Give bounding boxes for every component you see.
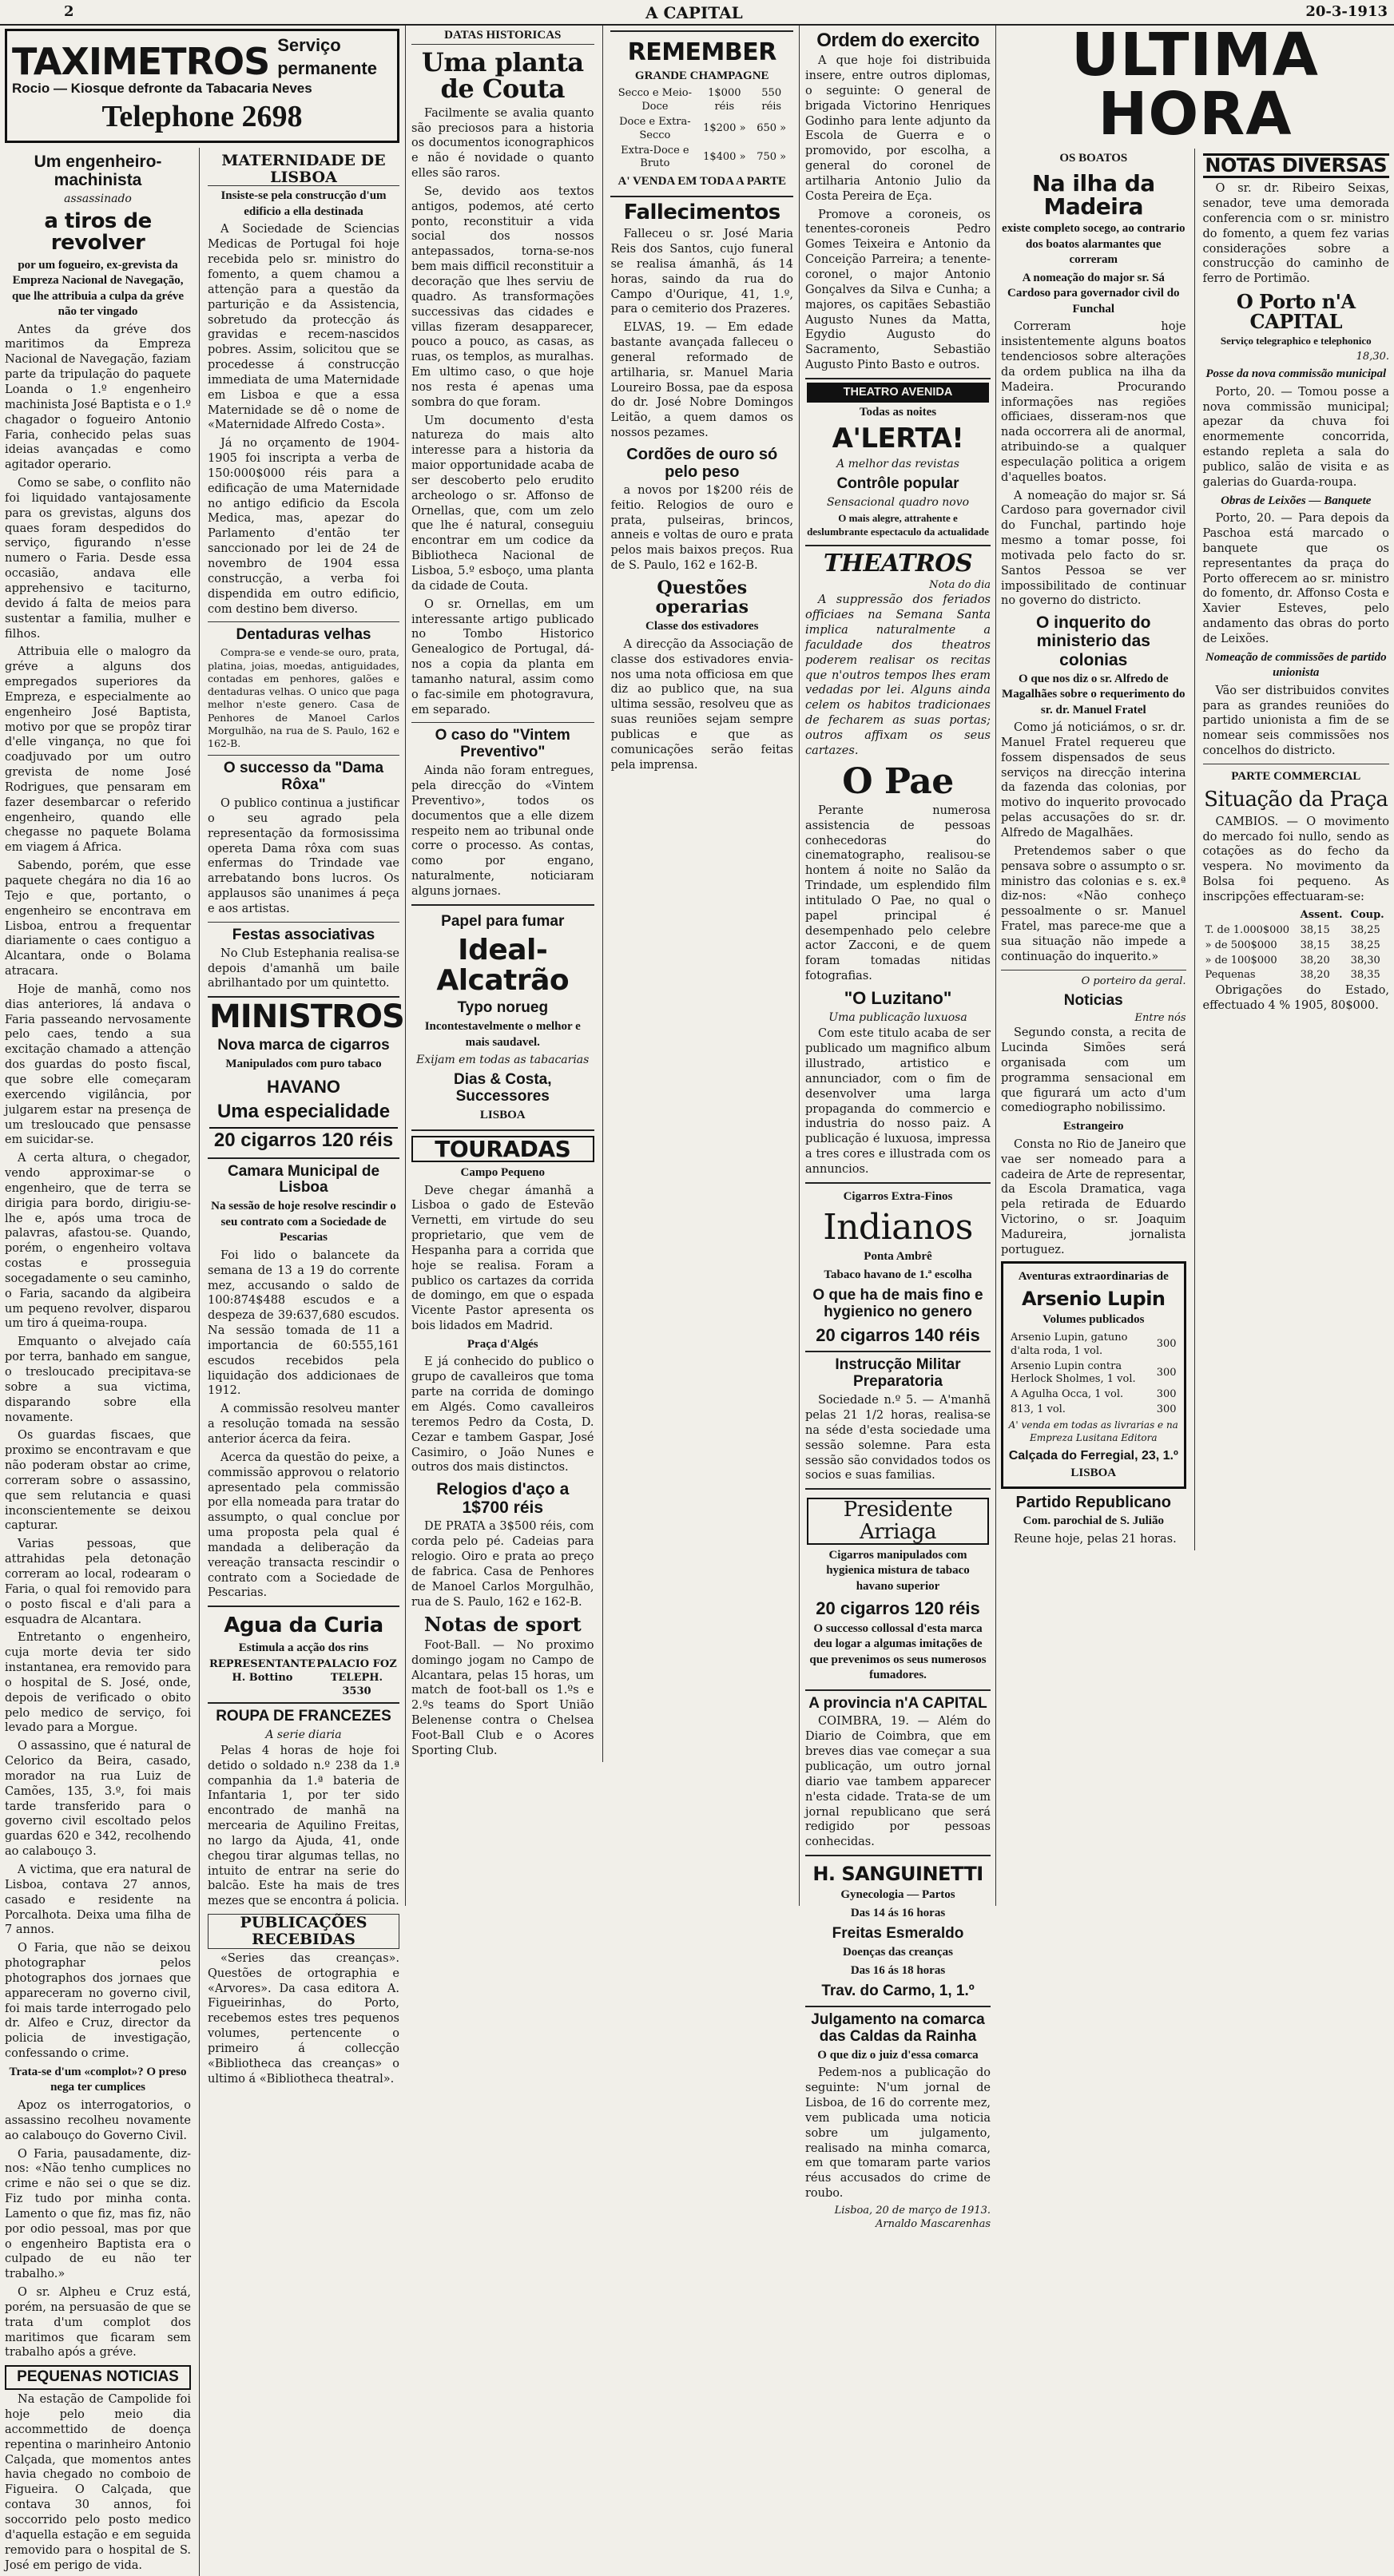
table-cell: 38,15 <box>1300 939 1330 951</box>
inquerito-sub: O que nos diz o sr. Alfredo de Magalhães sobre o requerimento do sr. dr. Manuel Fratel <box>1002 672 1185 716</box>
col2-right <box>610 26 793 1762</box>
col1-right <box>208 148 404 2576</box>
sang-title: H. SANGUINETTI <box>812 1863 983 1886</box>
ministros-ad <box>208 996 404 1158</box>
table-cell: 38,25 <box>1350 939 1380 951</box>
paragraph: Pretendemos saber o que pensava sobre o assumpto o sr. ministro das colonias e s. ex.ª diz-nos: «Não conheço pessoalmente o sr. Manuel Fratel, mas parece-me que a sua situação não impede a continuação do inquerito.» <box>1001 844 1186 963</box>
papel-ad <box>411 904 594 1131</box>
julgamento-title: Julgamento na comarca das Caldas da Rainha <box>811 2011 985 2045</box>
column-2 <box>411 26 793 1906</box>
col4-left <box>1001 149 1186 1550</box>
taximetros-title: TAXIMETROS <box>12 40 270 84</box>
subheading: Trata-se d'um «complot»? O preso nega ter cumplices <box>9 2065 187 2094</box>
paragraph: Porto, 20. — Para depois da Paschoa está marcado o banquete que os representantes da praça do Porto offerecem ao sr. ministro do fomento, dr. Affonso Costa e Xavier Esteves, pelo andamento das obras do porto de Leixões. <box>1202 512 1389 645</box>
article-subtitle: assassinado <box>64 192 132 205</box>
paragraph: Sociedade n.º 5. — A'manhã pelas 21 1/2 horas, realisa-se na séde d'esta sociedade uma sessão solemne. Para esta sessão são convidados todos os socios e suas familias. <box>805 1394 991 1482</box>
paragraph: CAMBIOS. — O movimento do mercado foi nullo, sendo as cotações as do fecho da vespera. No movimento da Bolsa foi pequeno. As inscripções effectuaram-se: <box>1202 815 1389 903</box>
price-name: Secco e Meio-Doce <box>618 87 693 113</box>
table-row <box>1008 1331 1179 1359</box>
volume-title: Arsenio Lupin, gatuno d'alta roda, 1 vol. <box>1011 1331 1128 1357</box>
roupa-sub: A serie diaria <box>265 1728 342 1741</box>
teatro-alerta: A'LERTA! <box>832 423 964 455</box>
col1-left <box>5 148 191 2576</box>
paragraph: Segundo consta, a recita de Lucinda Simões será organisada com um programma sensacional em que figurará um acto d'um comediographo nobilissimo. <box>1001 1026 1186 1115</box>
paragraph: Entretanto o engenheiro, cuja morte devia ter sido instantanea, era removido para o hospital de S. José, onde, depois de verificado o obito pelo medico de serviço, foi levado para a Morgue. <box>5 1631 192 1735</box>
curia-addr: PALACIO FOZ TELEPH. 3530 <box>316 1658 397 1697</box>
curia-ad <box>208 1606 399 1703</box>
table-cell: 38,25 <box>1350 923 1380 936</box>
especialidade: Uma especialidade <box>216 1100 391 1122</box>
indianos-title: Indianos <box>823 1207 973 1248</box>
paragraph: Com este titulo acaba de ser publicado um magnifico album illustrado, artistico e annunciador, com o fim de desenvolver uma larga propaganda do commercio e industria do nosso paiz. A publicação é luxuosa, impressa a tres cores e illustrada com os annuncios. <box>805 1027 991 1176</box>
nomeacao2-title: Nomeação de commissões de partido unionista <box>1205 650 1387 680</box>
papel-title: Papel para fumar <box>441 912 565 930</box>
paragraph: Se, devido aos textos antigos, podemos, até certo ponto, reconstituir a vida social dos nossos antepassados, torna-se-nos bem mais difficil reconstituir a decoração que lhes serviu de quadro. As transformações successivas das cidades e villas fizeram desapparecer, pouco a pouco, as casas, as ruas, os templos, as muralhas. Em ultimo caso, o que hoje nos resta é apenas uma sombra do que foram. <box>411 185 594 409</box>
melhor: O que ha de mais fino e hygienico no genero <box>812 1287 983 1321</box>
instrucao-title: Instrucção Militar Preparatoria <box>835 1356 961 1391</box>
questoes-sub: Classe dos estivadores <box>645 620 759 633</box>
paragraph: Antes da gréve dos maritimos da Empreza Nacional de Navegação, faziam parte da tripulação do paquete Loanda o 1.º engenheiro machinista José Baptista e o 1.º chagador o fogueiro Antonio Faria, conhecido pelas suas ideias avançadas e como agitador operario. <box>5 323 192 472</box>
inquerito-title: O inquerito do ministerio das colonias <box>1036 613 1151 669</box>
volume-price: 300 <box>1156 1366 1177 1379</box>
madeira-title: Na ilha da Madeira <box>1031 169 1155 220</box>
dentaduras-title: Dentaduras velhas <box>236 626 371 644</box>
table-row <box>1203 954 1389 969</box>
paragraph: «Series das creanças». Questões de ortographia e «Arvores». Da casa editora A. Figueirinhas, do Porto, recebemos estes tres pequenos volumes, pertencente o primeiro á collecção «Bibliotheca das creanças» o ultimo á «Bibliotheca theatral». <box>208 1951 399 2086</box>
table-row <box>1008 1403 1179 1418</box>
sanguinetti-ad <box>805 1855 991 2007</box>
cambios-table <box>1203 908 1389 983</box>
table-row <box>1008 1387 1179 1403</box>
freitas-title: Freitas Esmeraldo <box>832 1925 964 1943</box>
posse-title: Posse da nova commissão municipal <box>1205 367 1387 381</box>
paragraph: O sr. dr. Ribeiro Seixas, senador, teve uma demorada conferencia com o sr. ministro do fomento, a quem fez varias considerações sobre a construcção do caminho de ferro de Portimão. <box>1202 182 1389 286</box>
camara-sub: Na sessão de hoje resolve rescindir o seu contrato com a Sociedade de Pescarias <box>211 1200 396 1244</box>
table-cell: 38,30 <box>1350 954 1380 966</box>
paragraph: Os guardas fiscaes, que proximo se encontravam e que não poderam obstar ao crime, correram sobre o assassino, que sem relutancia e quasi inconscientemente se deixou capturar. <box>5 1429 192 1533</box>
champagne-prices <box>612 86 792 172</box>
cig-title: Cigarros Extra-Finos <box>843 1189 953 1203</box>
paragraph: A nomeação do major sr. Sá Cardoso para governador civil do Funchal, partindo hoje mesmo a tomar posse, foi motivada pelo facto do sr. Santos Pessoa se ver impossibilitado de continuar no governo do districto. <box>1001 489 1186 608</box>
issue-date: 20-3-1913 <box>1305 3 1388 20</box>
pequenas-noticias-heading: PEQUENAS NOTICIAS <box>5 2365 191 2390</box>
camara-title: Camara Municipal de Lisboa <box>227 1162 380 1197</box>
volume-price: 300 <box>1156 1338 1177 1351</box>
cordoes-title: Cordões de ouro só pelo peso <box>626 445 778 481</box>
paragraph: O assassino, que é natural de Celorico da Beira, casado, morador na rua Luiz de Camões, 135, 3.º, foi mais tarde transferido para o governo civil escoltado pelos guardas 620 e 342, recolhendo ao calabouço 3. <box>5 1740 192 1859</box>
column-header <box>1203 908 1298 923</box>
table-row <box>612 86 792 115</box>
datas-heading: DATAS HISTORICAS <box>411 28 594 45</box>
sang-hours: Das 14 ás 16 horas <box>850 1906 946 1919</box>
situacao-title: Situação da Praça <box>1204 788 1388 812</box>
vintem-title: O caso do "Vintem Preventivo" <box>435 727 570 761</box>
paragraph: Acerca da questão do peixe, a commissão approvou o relatorio apresentado pela commissão por ella nomeada para tratar do assumpto, o qual conclue por uma proposta pela qual é mandada a deliberação da vereação transacta rescindir o contrato com a Sociedade de Pescarias. <box>208 1451 399 1600</box>
volume-price: 300 <box>1156 1388 1177 1401</box>
champagne: GRANDE CHAMPAGNE <box>634 69 769 82</box>
festas-text: No Club Estephania realisa-se depois d'amanhã um baile abrilhantado por um quintetto. <box>208 947 399 990</box>
porteiro: O porteiro da geral. <box>1081 974 1186 987</box>
volume-price: 300 <box>1156 1403 1177 1416</box>
luzitano-sub: Uma publicação luxuosa <box>828 1011 967 1025</box>
ponta: Ponta Ambrê <box>864 1250 932 1264</box>
planta-title: Uma planta de Couta <box>421 46 584 105</box>
noticias-title: Noticias <box>1063 992 1123 1010</box>
table-cell: 38,20 <box>1300 954 1330 966</box>
paragraph: A suppressão dos feriados officiaes na Semana Santa implica naturalmente a faculdade dos theatros poderem realisar os recitas que n'outros tempos lhes eram vedadas por lei. Alguns ainda celem os habitos tradicionaes de fecharem as suas portas; outros affixam os seus cartazes. <box>805 593 991 757</box>
notas-title: NOTAS DIVERSAS <box>1203 153 1389 178</box>
taximetros-service: Serviço permanente <box>277 35 377 78</box>
ministros-price: 20 cigarros 120 réis <box>209 1127 398 1151</box>
price-name: Extra-Doce e Bruto <box>621 144 689 170</box>
column-1 <box>5 26 404 2572</box>
paragraph: Attribuia elle o malogro da gréve a alguns dos empregados superiores da Empreza, e especialmente ao engenheiro José Baptista, motivo por que se propôz tirar d'elle vingança, no que foi coadjuvado por um outro grevista de nome José Rodrigues, que pensaram em fazer desembarcar o referido engenheiro, quando elle chegasse no paquete Bolama em viagem á Africa. <box>5 645 192 855</box>
remember-ad <box>610 30 793 197</box>
paragraph: ELVAS, 19. — Em edade bastante avançada falleceu o general reformado de artilharia, sr. Manuel Maria Loureiro Bossa, pae da esposa do dr. José Nobre Domingos Leitão, a quem damos os nossos pezames. <box>610 321 793 440</box>
curia-sub: Estimula a acção dos rins <box>238 1641 369 1654</box>
lupin-ad <box>1001 1261 1186 1490</box>
paragraph: A victima, que era natural de Lisboa, contava 27 annos, casado e residente na Porcalhota. Deixa uma filha de 7 annos. <box>5 1864 192 1937</box>
column-4 <box>1001 21 1389 1906</box>
paragraph: Um documento d'esta natureza do mais alto interesse para a historia da maior opportunidade acaba de ser descoberto pelo erudito archeologo o sr. Affonso de Ornellas, que, com um zelo que lhe é natural, conseguiu encontrar em um codice da Bibliotheca Nacional de Lisboa, 5.º esboço, uma planta da cidade de Couta. <box>411 414 594 593</box>
table-row <box>612 144 792 173</box>
paragraph: Promove a coroneis, os tenentes-coroneis Pedro Gomes Teixeira e Antonio da Conceição Parreira; a tenente-coronel, o major Antonio Gonçalves da Silva e Cunha; a majores, os capitães Sebastião Augusto Nunes da Matta, Egydio Augusto do Sacramento, Sebastião Augusto Pinto Basto e outros. <box>805 208 991 372</box>
ministros-title: MINISTROS <box>209 998 404 1036</box>
fallecimentos-title: Fallecimentos <box>623 200 780 224</box>
ultima-hora-title: ULTIMA HORA <box>1071 21 1319 149</box>
dentaduras-text: Compra-se e vende-se ouro, prata, platina, joias, moedas, antiguidades, contadas em penhores, galões e dentaduras velhas. O unico que paga melhor n'este genero. Casa de Penhores de Manoel Carlos Morgulhão, na rua de S. Paulo, 162 e 162-B. <box>208 646 399 750</box>
table-cell: T. de 1.000$000 <box>1205 923 1289 936</box>
incont: Incontestavelmente o melhor e mais saudavel. <box>424 1020 581 1049</box>
julgamento-sub: O que diz o juiz d'essa comarca <box>817 2048 979 2062</box>
partido-title: Partido Republicano <box>1015 1494 1171 1512</box>
paragraph: Pedem-nos a publicação do seguinte: N'um jornal de Lisboa, de 16 do corrente mez, vem publicada uma noticia sobre um julgamento, realisado na minha comarca, em que tomaram parte varios réus accusados do crime de roubo. <box>805 2066 991 2201</box>
taximetros-phone: Telephone 2698 <box>101 100 303 134</box>
teatro-noites: Todas as noites <box>859 405 937 419</box>
ideal-title: Ideal-Alcatrão <box>436 933 570 997</box>
column-3 <box>805 26 991 2230</box>
paragraph: E já conhecido do publico o grupo de cavalleiros que toma parte na corrida de domingo em Algés. Como cavalleiros teremos Pedro da Costa, D. Cezar e tambem Gaspar, José Casimiro, o João Nunes e outros dos mais distinctos. <box>411 1355 594 1475</box>
column-header: Coup. <box>1350 908 1384 921</box>
table-cell: Pequenas <box>1205 969 1256 982</box>
maternidade-lead: Insiste-se pela construcção d'um edificio a ella destinada <box>220 189 387 218</box>
paragraph: Porto, 20. — Tomou posse a nova commissão municipal; apezar da chuva foi enormemente concorrida, estando repleta a sala do publico, salão de visita e as galerias do Guarda-roupa. <box>1202 385 1389 489</box>
entre-nos: Entre nós <box>1134 1012 1186 1025</box>
paragraph: Deve chegar ámanhã a Lisboa o gado de Estevão Vernetti, em virtude do seu proprietario, que vem de Hespanha para a corrida que hoje se realisa. Foram a publico os cartazes da corrida de domingo, em que o espada Vicente Pastor apresenta os bois lidados em Madrid. <box>411 1184 594 1333</box>
volume-title: 813, 1 vol. <box>1011 1403 1066 1416</box>
paragraph: A direcção da Associação de classe dos estivadores envia-nos uma nota officiosa em que diz ao publico que, na sua ultima sessão, resolveu que as suas reuniões sejam sempre publicas e que as comunicações serão feitas pela imprensa. <box>610 637 793 772</box>
paragraph: O sr. Ornellas, em um interessante artigo publicado no Tombo Historico Genealogico de Portugal, dá-nos a copia da planta em tamanho natural, assim como o fac-simile em photogravura, em separado. <box>411 597 594 716</box>
table-cell: » de 500$000 <box>1205 939 1277 951</box>
taximetros-ad <box>5 29 399 143</box>
comercial-heading: PARTE COMMERCIAL <box>1231 769 1361 783</box>
dama-title: O successo da "Dama Rôxa" <box>223 760 384 794</box>
article-title-2: a tiros de revolver <box>44 209 152 256</box>
paragraph: Na estação de Campolide foi hoje pelo meio dia accommettido de doença repentina o marinheiro Antonio Calçada, que momentos antes havia chegado no comboio de Figueira. O Calçada, que contava 30 annos, foi soccorrido pelo posto medico d'aquella estação e em seguida removido para o hospital de S. José em perigo de vida. <box>5 2393 192 2572</box>
paragraph: Consta no Rio de Janeiro que vae ser nomeado para a cadeira de Arte de representar, da Escola Dramatica, vaga pela retirada de Eduardo Victorino, o sr. Joaquim Madureira, jornalista portuguez. <box>1001 1137 1186 1256</box>
paragraph: Apoz os interrogatorios, o assassino recolheu novamente ao calabouço do Governo Civil. <box>5 2098 192 2142</box>
table-row <box>1203 923 1389 939</box>
paragraph: Pelas 4 horas de hoje foi detido o soldado n.º 238 da 1.ª companhia da 1.ª bateria de Infantaria 1, por ter sido encontrado de manhã na mercearia de Aquilino Freitas, no largo da Ajuda, 41, onde chegou tirar algumas tellas, no intuito de entrar na serie do balcão. Este ha mais de tres mezes que se encontra á policia. <box>208 1744 399 1908</box>
festas-title: Festas associativas <box>232 926 375 943</box>
price-garrafa: 1$200 » <box>703 122 746 135</box>
newspaper-title: A CAPITAL <box>645 3 743 22</box>
paragraph: Ainda não foram entregues, pela direcção do «Vintem Preventivo», todos os documentos que a elle dizem respeito nem ao tribunal onde corre o processo. As contas, como por engano, naturalmente, noticiaram alguns jornaes. <box>411 764 594 898</box>
article-lead: por um fogueiro, ex-grevista da Empreza Nacional de Navegação, que lhe attribuia a culpa da gréve não ter vingado <box>12 258 185 319</box>
touradas-title: TOURADAS <box>411 1136 594 1162</box>
paragraph: Perante numerosa assistencia de pessoas conhecedoras do cinematographo, realisou-se hontem á noite no Salão da Trindade, um esplendido film intitulado O Pae, no qual o papel principal é desempenhado pelo celebre actor Zacconi, e de quem foram tomadas nitidas fotografias. <box>805 804 991 983</box>
lupin-intro: Aventuras extraordinarias de <box>1018 1269 1169 1283</box>
table-row <box>612 115 792 144</box>
price-meia: 650 » <box>757 122 787 135</box>
arriaga-title: Presidente Arriaga <box>807 1498 989 1545</box>
sang-sub: Gynecologia — Partos <box>840 1888 955 1902</box>
article-title: Um engenheiro-machinista <box>34 152 162 189</box>
lupin-addr: Calçada do Ferregial, 23, 1.º <box>1008 1449 1178 1463</box>
remember-title: REMEMBER <box>627 38 776 66</box>
venda: A' VENDA EM TODA A PARTE <box>618 175 786 189</box>
boatos: OS BOATOS <box>1059 152 1128 165</box>
volume-title: A Agulha Occa, 1 vol. <box>1011 1388 1124 1401</box>
paragraph: Como já noticiámos, o sr. dr. Manuel Fratel requereu que fossem dispensados de seus serviços na direcção interina da fazenda das colonias, por motivo do inquerito provocado pelas accusações do sr. dr. Alfredo de Magalhães. <box>1001 721 1186 839</box>
lupin-sub: Volumes publicados <box>1043 1313 1145 1327</box>
teatro-sens: Sensacional quadro novo <box>826 496 970 510</box>
taximetros-location: Rocio — Kiosque defronte da Tabacaria Neves <box>12 81 312 97</box>
paragraph: O Faria, que não se deixou photographar pelos photographos dos jornaes que appareceram no governo civil, foi mais tarde interrogado pelo dr. Alfeo e Cruz, director da policia de investigação, confessando o crime. <box>5 1942 192 2061</box>
campo-pequeno: Campo Pequeno <box>460 1166 545 1180</box>
paragraph: Falleceu o sr. José Maria Reis dos Santos, cujo funeral se realisa ámanhã, ás 14 horas, saindo da rua do Campo d'Ourique, 41, 1.º, para o cemiterio dos Prazeres. <box>610 228 793 316</box>
tabaco: Tabaco havano de 1.ª escolha <box>824 1268 972 1281</box>
curia-rep: REPRESENTANTE H. Bottino <box>209 1658 316 1684</box>
lupin-volumes <box>1008 1331 1179 1418</box>
paragraph: Reune hoje, pelas 21 horas. <box>1014 1532 1177 1546</box>
nota-do-dia: Nota do dia <box>929 579 991 592</box>
arriaga-price: 20 cigarros 120 réis <box>816 1598 980 1619</box>
nomeacao-title: A nomeação do major sr. Sá Cardoso para governador civil do Funchal <box>1007 271 1180 316</box>
lisboa: LISBOA <box>479 1109 526 1122</box>
partido-sub: Com. parochial de S. Julião <box>1023 1514 1164 1528</box>
madeira-sub: existe completo socego, ao contrario dos boatos alarmantes que correram <box>1002 222 1185 267</box>
maternidade-title: MATERNIDADE DE LISBOA <box>208 153 399 187</box>
paragraph: a novos por 1$200 réis de feitio. Relogios de ouro e prata, pulseiras, brincos, anneis e voltas de ouro e prata pelos mais baixos preços. Rua de S. Paulo, 162 e 162-B. <box>610 483 793 573</box>
teatro-ctrl: Contrôle popular <box>836 475 959 493</box>
provincia-title: A provincia n'A CAPITAL <box>808 1694 987 1712</box>
curia-title: Agua da Curia <box>224 1613 383 1638</box>
table-row <box>1203 939 1389 954</box>
paragraph: Como se sabe, o conflito não foi liquidado vantajosamente para os grevistas, alguns dos quaes foram despedidos do serviço, figurando n'esse numero o Faria. Desde essa occasião, andava elle apprehensivo e taciturno, devido á falta de meios para sustentar a familia, mulher e filhos. <box>5 477 192 641</box>
exijam: Exijam em todas as tabacarias <box>416 1054 590 1067</box>
trav-carmo: Trav. do Carmo, 1, 1.º <box>821 1983 975 2000</box>
porto-time: 18,30. <box>1356 351 1389 363</box>
arriaga-ad <box>805 1488 991 1690</box>
paragraph: A que hoje foi distribuida insere, entre outros diplomas, o seguinte: O general de brigada Victorino Henriques Godinho para lente adjunto da Escola de Guerra e o promovido, por escolha, a general do coronel de artilharia Antonio Julio da Costa Pereira de Eça. <box>805 54 991 203</box>
paragraph: Foot-Ball. — No proximo domingo jogam no Campo de Alcantara, pelas 15 horas, um match de foot-ball os 1.ºs e 2.ºs teams do Sport União Belenense contra o Chelsea Foot-Ball Club e o Acores Sporting Club. <box>411 1638 594 1757</box>
table-cell: 38,20 <box>1300 969 1330 982</box>
typo: Typo norueg <box>457 999 549 1017</box>
publicacoes-title: PUBLICAÇÕES RECEBIDAS <box>208 1914 399 1949</box>
ministros-sub: Nova marca de cigarros <box>217 1037 390 1054</box>
price-meia: 550 réis <box>761 87 782 113</box>
teatro-title: THEATRO AVENIDA <box>807 383 989 403</box>
paragraph: Hoje de manhã, como nos dias anteriores, lá andava o Faria passeando nervosamente pelo caes, tendo a sua excitação chamado a attenção dos guardas do posto fiscal, que sobre elle começaram exercendo vigilância, por julgarem estar na presença de um tresloucado que pensasse em suicidar-se. <box>5 982 192 1147</box>
freitas-sub: Doenças das creanças <box>842 1946 954 1959</box>
pae-title: O Pae <box>842 760 954 802</box>
table-row <box>1203 968 1389 983</box>
roupa-title: ROUPA DE FRANCEZES <box>216 1707 391 1725</box>
paragraph: COIMBRA, 19. — Além do Diario de Coimbra, que em breves dias vae começar a sua publicação, um outro jornal diario vae tambem apparecer n'esta cidade. Trata-se de um jornal republicano que será redigido por pessoas conhecidas. <box>805 1715 991 1849</box>
volume-title: Arsenio Lupin contra Herlock Sholmes, 1 vol. <box>1011 1359 1136 1386</box>
price-garrafa: 1$000 réis <box>708 87 741 113</box>
table-cell: 38,15 <box>1300 923 1330 936</box>
ministros-sub2: Manipulados com puro tabaco <box>225 1058 382 1071</box>
paragraph: A commissão resolveu manter a resolução tomada na sessão anterior ácerca da feira. <box>208 1403 399 1446</box>
page-number: 2 <box>64 3 74 20</box>
arriaga-text: O successo collossal d'esta marca deu logar a algumas imitações de que prevenimos os seus numerosos fumadores. <box>809 1621 987 1682</box>
price-meia: 750 » <box>757 151 787 163</box>
sport-title: Notas de sport <box>423 1613 582 1637</box>
price-name: Doce e Extra-Secco <box>619 115 691 141</box>
table-row <box>1008 1359 1179 1388</box>
price-garrafa: 1$400 » <box>703 151 746 163</box>
lupin-city: LISBOA <box>1070 1466 1117 1479</box>
julgamento-signature: Lisboa, 20 de março de 1913. Arnaldo Mascarenhas <box>834 2204 991 2230</box>
arriaga-sub: Cigarros manipulados com hygienica mistura de tabaco havano superior <box>826 1548 970 1593</box>
dama-text: O publico continua a justificar o seu agrado pela representação da formosissima opereta Dama rôxa com suas enfermas do Trindade vae arrebatando bons lucros. Os applausos são unanimes á peça e aos artistas. <box>208 797 399 915</box>
dias-costa: Dias & Costa, Successores <box>454 1071 552 1105</box>
paragraph: Obrigações do Estado, effectuado 4 % 1905, 80$000. <box>1202 984 1389 1013</box>
paragraph: Já no orçamento de 1904-1905 foi inscripta a verba de 150:000$000 réis para a edificação de uma Maternidade no antigo edificio da Escola Medica, mas, apezar do Parlamento d'então ter sanccionado por lei de 24 de novembro de 1904 essa construcção, a verba foi dispendida em outro edificio, com destino bem diverso. <box>208 437 399 616</box>
paragraph: Emquanto o alvejado caía por terra, banhado em sangue, o tresloucado precipitava-se sobre a sua victima, disparando sobre ella novamente. <box>5 1336 192 1424</box>
paragraph: Foi lido o balancete da semana de 13 a 19 do corrente mez, accusando o saldo de 100:874$488 escudos e a despeza de 39:637,680 escudos. Na sessão tomada de 11 a importancia de 60:555,161 escudos recebidos pela liquidação dos addicionaes de 1912. <box>208 1248 399 1398</box>
paragraph: Sabendo, porém, que esse paquete chegára no dia 16 ao Tejo e que, portanto, o engenheiro se encontrava em Lisboa, entrou a frequentar diariamente o caes contiguo a Alcantara, onde o Bolama atracara. <box>5 859 192 978</box>
indianos-price: 20 cigarros 140 réis <box>816 1325 980 1346</box>
freitas-hours: Das 16 ás 18 horas <box>850 1963 946 1977</box>
paragraph: Correram hoje insistentemente alguns boatos tendenciosos sobre alterações da ordem publica na ilha da Madeira. Procurando informações nas regiões officiaes, disseram-nos que nada occorrera ali de anormal, atribuindo-se a qualquer especulação politica a origem d'aquelles boatos. <box>1001 320 1186 484</box>
table-cell: 38,35 <box>1350 969 1380 982</box>
ordem-title: Ordem do exercito <box>816 30 979 51</box>
paragraph: A Sociedade de Sciencias Medicas de Portugal foi hoje recebida pelo sr. ministro do fomento, a quem chamou a attenção para a questão da parturição e da Assistencia, sobretudo da protecção ás gravidas e recem-nascidos pobres. Assim, solicitou que se procedesse á construcção immediata de uma Maternidade em Lisboa e que a essa Maternidade se dê o nome de «Maternidade Alfredo Costa». <box>208 223 399 432</box>
column-header: Assent. <box>1300 908 1343 921</box>
teatro-rev: A melhor das revistas <box>836 457 959 470</box>
teatro-more: O mais alegre, attrahente e deslumbrante espectaculo da actualidade <box>807 512 989 538</box>
lupin-venda: A' venda em todas as livrarias e na Empreza Lusitana Editora <box>1008 1419 1178 1443</box>
havano: HAVANO <box>266 1076 341 1097</box>
theatros-heading: THEATROS <box>823 549 973 578</box>
questoes-title: Questões operarias <box>655 578 749 618</box>
paragraph: Varias pessoas, que attrahidas pela detonação correram ao local, rodearam o Faria, o qual foi removido para o posto fiscal e d'ali para a esquadra de Alcantara. <box>5 1538 192 1626</box>
porto-title: O Porto n'A CAPITAL <box>1236 290 1356 334</box>
porto-sub: Serviço telegraphico e telephonico <box>1220 335 1372 347</box>
paragraph: Facilmente se avalia quanto são preciosos para a historia os documentos iconographicos e não é novidade o quanto elles são raros. <box>411 106 594 181</box>
relogios-title: Relogios d'aço a 1$700 réis <box>436 1480 570 1518</box>
paragraph: O Faria, pausadamente, diz-nos: «Não tenho cumplices no crime e não sei o que se diz. Fiz tudo por minha conta. Lamento o que fiz, mas fiz, não por odio pessoal, mas por que o engenheiro Baptista era o culpado de eu não ter trabalho.» <box>5 2147 192 2281</box>
luzitano-title: "O Luzitano" <box>844 987 952 1008</box>
paragraph: O sr. Alpheu e Cruz está, porém, na persuasão de que se trata d'um complot dos maritimos que ficaram sem trabalho após a gréve. <box>5 2286 192 2360</box>
col4-right <box>1203 149 1389 1550</box>
paragraph: DE PRATA a 3$500 réis, com corda pelo pé. Cadeias para relogio. Oiro e prata ao preço de fabrica. Casa de Penhores de Manoel Carlos Morgulhão, rua de S. Paulo, 162 e 162-B. <box>411 1520 594 1609</box>
estrangeiro-title: Estrangeiro <box>1062 1120 1124 1133</box>
theatro-avenida-ad <box>805 378 991 546</box>
indianos-ad <box>805 1182 991 1353</box>
table-cell: » de 100$000 <box>1205 954 1277 966</box>
alges-title: Praça d'Algés <box>467 1337 538 1351</box>
obras-title: Obras de Leixões — Banquete <box>1221 494 1372 507</box>
col2-left <box>411 26 594 1762</box>
paragraph: A certa altura, o chegador, vendo approximar-se o engenheiro, que de terra se dirigia para bordo, dirigiu-se-lhe e, após uma troca de palavras, afastou-se. Quando, porém, o engenheiro voltava costas e prosseguia socegadamente o seu caminho, o Faria, sacando da algibeira um pequeno revolver, disparou um tiro á queima-roupa. <box>5 1152 192 1331</box>
lupin-title: Arsenio Lupin <box>1022 1288 1166 1311</box>
paragraph: Vão ser distribuidos convites para as grandes reuniões do partido unionista a fim de se nomear seis commissões nos concelhos do districto. <box>1202 684 1389 758</box>
